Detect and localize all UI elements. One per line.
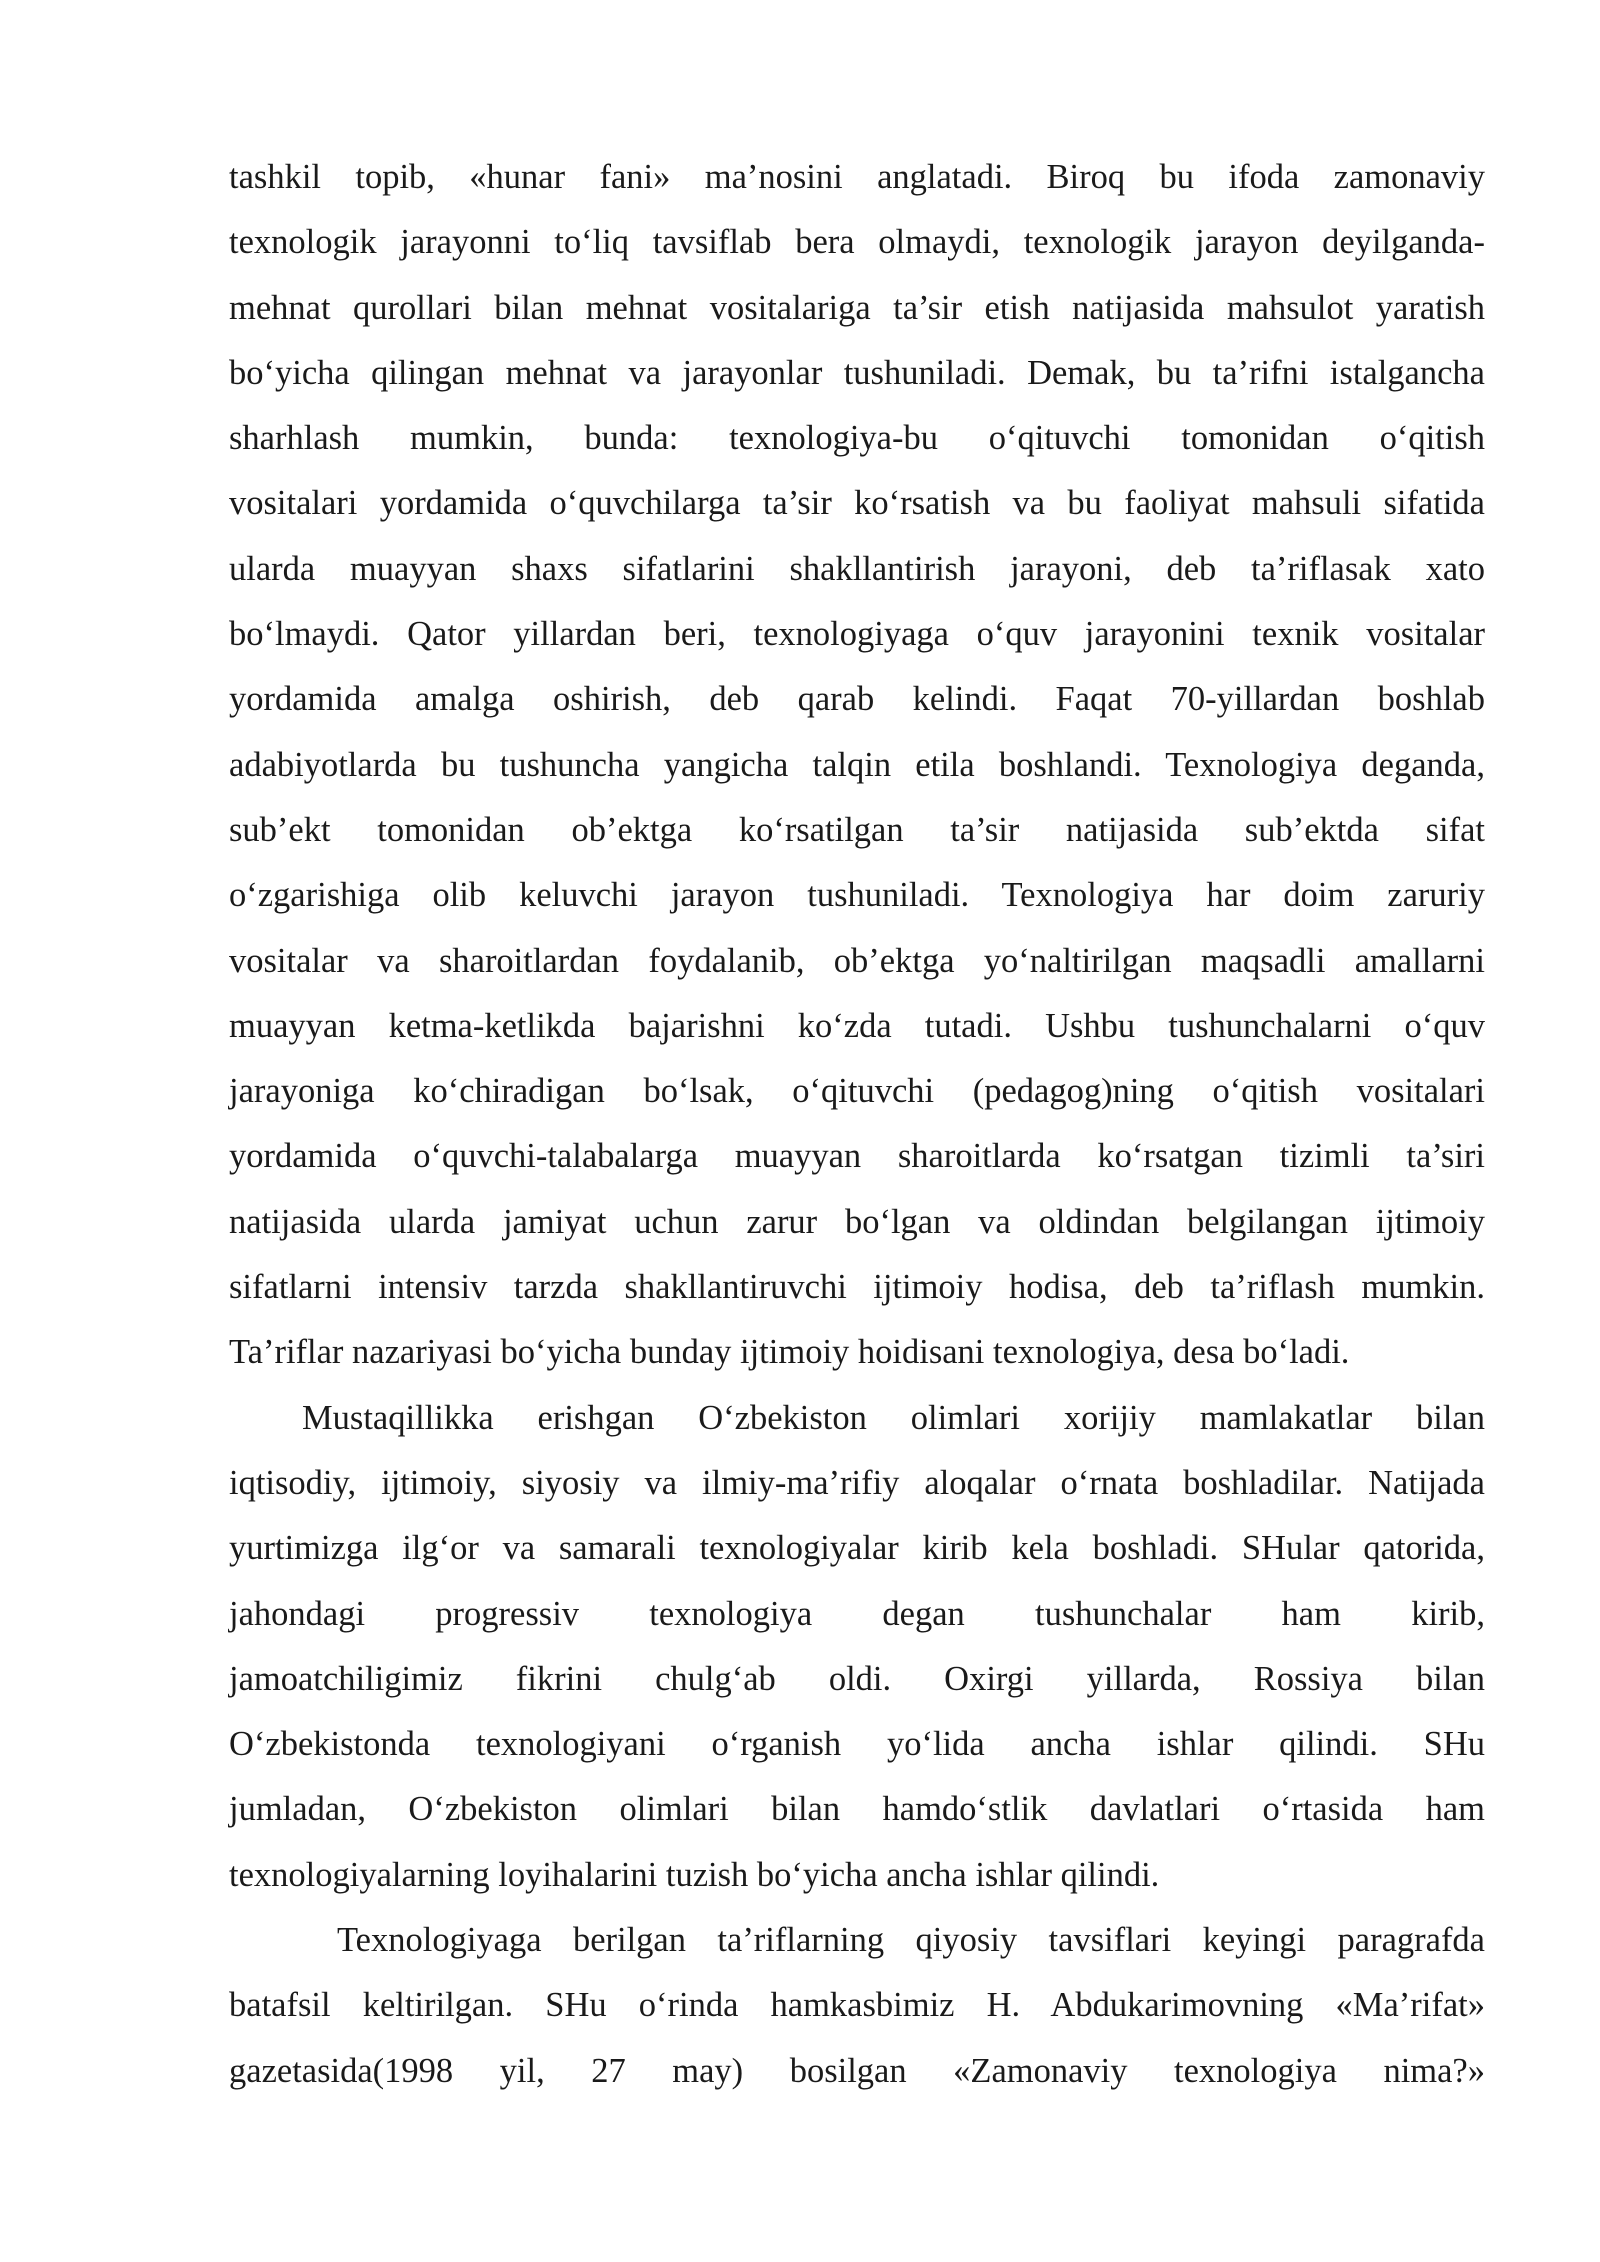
text-line: sub’ekt tomonidan ob’ektga ko‘rsatilgan ta’sir natijasida sub’ektda sifat [229, 810, 1485, 849]
text-line: jarayoniga ko‘chiradigan bo‘lsak, o‘qituvchi (pedagog)ning o‘qitish vositalari [229, 1072, 1485, 1111]
text-line: vositalar va sharoitlardan foydalanib, ob’ektga yo‘naltirilgan maqsadli amallarni [229, 941, 1485, 980]
text-line: jumladan, O‘zbekiston olimlari bilan hamdo‘stlik davlatlari o‘rtasida ham [229, 1790, 1485, 1829]
text-line: sifatlarni intensiv tarzda shakllantiruvchi ijtimoiy hodisa, deb ta’riflash mumkin. [229, 1268, 1485, 1307]
text-line: mehnat qurollari bilan mehnat vositalariga ta’sir etish natijasida mahsulot yaratish [229, 288, 1485, 327]
text-line: muayyan ketma-ketlikda bajarishni ko‘zda tutadi. Ushbu tushunchalarni o‘quv [229, 1006, 1485, 1045]
text-line: bo‘yicha qilingan mehnat va jarayonlar tushuniladi. Demak, bu ta’rifni istalgancha [229, 353, 1485, 392]
paragraph-first-line: Mustaqillikka erishgan O‘zbekiston olimlari xorijiy mamlakatlar bilan [302, 1398, 1485, 1437]
text-line: tashkil topib, «hunar fani» ma’nosini anglatadi. Biroq bu ifoda zamonaviy [229, 158, 1485, 196]
text-line: jahondagi progressiv texnologiya degan tushunchalar ham kirib, [229, 1594, 1485, 1633]
body-text [229, 150, 1485, 2109]
text-line: texnologik jarayonni to‘liq tavsiflab bera olmaydi, texnologik jarayon deyilganda- [229, 223, 1485, 262]
text-line: bo‘lmaydi. Qator yillardan beri, texnologiyaga o‘quv jarayonini texnik vositalar [229, 615, 1485, 654]
text-line: vositalari yordamida o‘quvchilarga ta’sir ko‘rsatish va bu faoliyat mahsuli sifatida [229, 484, 1485, 523]
text-line: yordamida o‘quvchi-talabalarga muayyan sharoitlarda ko‘rsatgan tizimli ta’siri [229, 1137, 1485, 1176]
text-line: o‘zgarishiga olib keluvchi jarayon tushuniladi. Texnologiya har doim zaruriy [229, 876, 1485, 915]
text-line: sharhlash mumkin, bunda: texnologiya-bu o‘qituvchi tomonidan o‘qitish [229, 419, 1485, 458]
text-line: yordamida amalga oshirish, deb qarab kelindi. Faqat 70-yillardan boshlab [229, 680, 1485, 719]
text-line: batafsil keltirilgan. SHu o‘rinda hamkasbimiz H. Abdukarimovning «Ma’rifat» [229, 1986, 1485, 2025]
text-line: iqtisodiy, ijtimoiy, siyosiy va ilmiy-ma’rifiy aloqalar o‘rnata boshladilar. Natijada [229, 1463, 1485, 1502]
paragraph-first-line: Texnologiyaga berilgan ta’riflarning qiyosiy tavsiflari keyingi paragrafda [337, 1921, 1485, 1960]
text-line: Ta’riflar nazariyasi bo‘yicha bunday ijtimoiy hoidisani texnologiya, desa bo‘ladi. [229, 1333, 1350, 1372]
text-line: natijasida ularda jamiyat uchun zarur bo‘lgan va oldindan belgilangan ijtimoiy [229, 1202, 1485, 1241]
text-line: texnologiyalarning loyihalarini tuzish bo‘yicha ancha ishlar qilindi. [229, 1855, 1160, 1894]
text-line: yurtimizga ilg‘or va samarali texnologiyalar kirib kela boshladi. SHular qatorida, [229, 1529, 1485, 1568]
text-line: ularda muayyan shaxs sifatlarini shakllantirish jarayoni, deb ta’riflasak xato [229, 549, 1485, 588]
text-line: adabiyotlarda bu tushuncha yangicha talqin etila boshlandi. Texnologiya deganda, [229, 745, 1485, 784]
text-line: gazetasida(1998 yil, 27 may) bosilgan «Zamonaviy texnologiya nima?» [229, 2051, 1485, 2090]
text-line: jamoatchiligimiz fikrini chulg‘ab oldi. Oxirgi yillarda, Rossiya bilan [229, 1659, 1485, 1698]
text-line: O‘zbekistonda texnologiyani o‘rganish yo‘lida ancha ishlar qilindi. SHu [229, 1725, 1485, 1764]
